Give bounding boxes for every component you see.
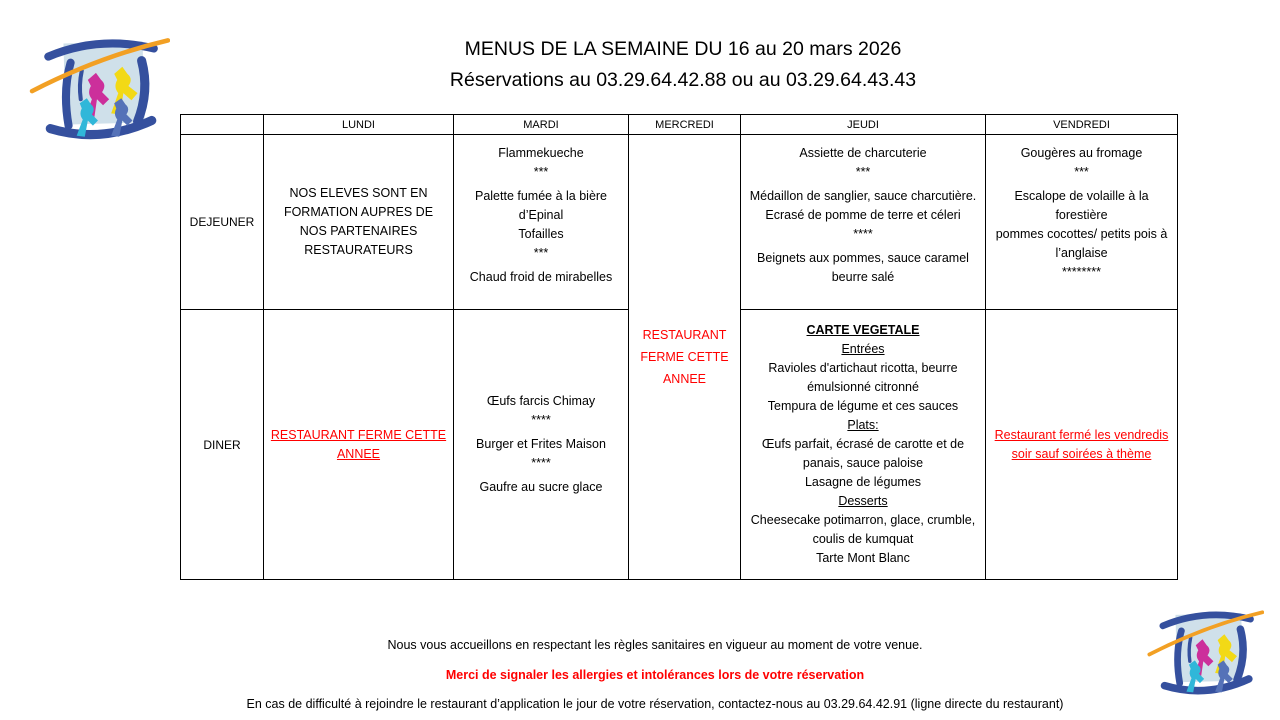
day-header-row — [181, 115, 1178, 135]
menu-cell-diner-mardi — [454, 310, 629, 580]
menu-line: Cheesecake potimarron, glace, crumble, coulis de kumquat — [750, 513, 976, 546]
menu-cell-content — [992, 144, 1171, 282]
day-header-mercredi: MERCREDI — [629, 115, 741, 135]
menu-line: Burger et Frites Maison — [476, 437, 606, 451]
menu-cell-diner-lundi — [264, 310, 454, 580]
menu-line: Chaud froid de mirabelles — [469, 270, 613, 284]
menu-table — [180, 114, 1178, 580]
menu-line: Gougères au fromage — [1020, 146, 1143, 160]
menu-cell-dejeuner-mercredi — [629, 135, 741, 580]
footer-contact-note: En cas de difficulté à rejoindre le restaurant d’application le jour de votre réservation, contactez-nous au 03.29.64.42.91 (ligne directe du restaurant) — [246, 697, 1064, 711]
menu-cell-dejeuner-jeudi — [741, 135, 986, 310]
menu-line: Beignets aux pommes, sauce caramel beurre salé — [757, 251, 969, 284]
menu-cell-content — [460, 144, 622, 287]
day-header-mardi: MARDI — [454, 115, 629, 135]
menu-line: NOS ELEVES SONT EN FORMATION AUPRES DE NOS PARTENAIRES RESTAURATEURS — [283, 186, 434, 257]
menu-cell-content — [635, 324, 734, 390]
menu-line: **** — [853, 227, 873, 241]
menu-cell-content — [270, 426, 447, 464]
menu-line: Plats: — [847, 418, 879, 432]
menu-line: **** — [531, 413, 551, 427]
menu-line: Tempura de légume et ces sauces — [767, 399, 959, 413]
menu-line: Médaillon de sanglier, sauce charcutière. Ecrasé de pomme de terre et céleri — [749, 189, 977, 222]
menu-cell-diner-vendredi — [986, 310, 1178, 580]
menu-cell-content — [270, 184, 447, 260]
menu-line: Gaufre au sucre glace — [479, 480, 603, 494]
menu-row-dejeuner — [181, 135, 1178, 310]
menu-cell-diner-jeudi — [741, 310, 986, 580]
menu-line: Assiette de charcuterie — [799, 146, 927, 160]
menu-line: *** — [533, 165, 549, 179]
menu-line: pommes cocottes/ petits pois à l’anglaise — [995, 227, 1168, 260]
menu-line: RESTAURANT FERME CETTE ANNEE — [270, 427, 447, 461]
menu-line: Ravioles d'artichaut ricotta, beurre émulsionné citronné — [768, 361, 958, 394]
menu-line: Restaurant fermé les vendredis soir sauf soirées à thème — [994, 427, 1169, 461]
menu-line: *** — [533, 246, 549, 260]
menu-line: Lasagne de légumes — [804, 475, 922, 489]
menu-cell-dejeuner-lundi — [264, 135, 454, 310]
page-header — [86, 34, 1280, 96]
menu-cell-content — [747, 321, 979, 568]
corner-header — [181, 115, 264, 135]
day-header-lundi: LUNDI — [264, 115, 454, 135]
menu-line: Tarte Mont Blanc — [816, 551, 910, 565]
menu-line: RESTAURANT FERME CETTE ANNEE — [640, 328, 729, 386]
menu-line: Œufs parfait, écrasé de carotte et de panais, sauce paloise — [761, 437, 965, 470]
menu-cell-dejeuner-vendredi — [986, 135, 1178, 310]
menu-line: ******** — [1062, 265, 1101, 279]
menu-line: *** — [1074, 165, 1089, 179]
menu-line: Tofailles — [518, 227, 564, 241]
row-label-dejeuner: DEJEUNER — [181, 135, 264, 310]
menu-line: Œufs farcis Chimay — [486, 394, 596, 408]
menu-line: CARTE VEGETALE — [806, 323, 920, 337]
footer-sanitary-note: Nous vous accueillons en respectant les règles sanitaires en vigueur au moment de votre venue. — [387, 638, 923, 652]
day-header-vendredi: VENDREDI — [986, 115, 1178, 135]
menu-cell-content — [747, 144, 979, 287]
menu-line: *** — [855, 165, 871, 179]
menu-line: **** — [531, 456, 551, 470]
day-header-jeudi: JEUDI — [741, 115, 986, 135]
menu-table-body — [181, 135, 1178, 580]
menu-cell-content — [992, 426, 1171, 464]
menu-cell-content — [460, 392, 622, 497]
footer-allergy-warning: Merci de signaler les allergies et intolérances lors de votre réservation — [445, 668, 865, 682]
menu-line: Desserts — [838, 494, 888, 508]
menu-line: Escalope de volaille à la forestière — [1014, 189, 1149, 222]
menu-line: Entrées — [841, 342, 885, 356]
menu-line: Flammekueche — [498, 146, 584, 160]
page-subtitle: Réservations au 03.29.64.42.88 ou au 03.29.64.43.43 — [449, 69, 917, 91]
menu-line: Palette fumée à la bière d’Epinal — [474, 189, 608, 222]
page-title: MENUS DE LA SEMAINE DU 16 au 20 mars 2026 — [464, 38, 902, 60]
page-footer — [30, 638, 1280, 712]
menu-cell-dejeuner-mardi — [454, 135, 629, 310]
row-label-diner: DINER — [181, 310, 264, 580]
